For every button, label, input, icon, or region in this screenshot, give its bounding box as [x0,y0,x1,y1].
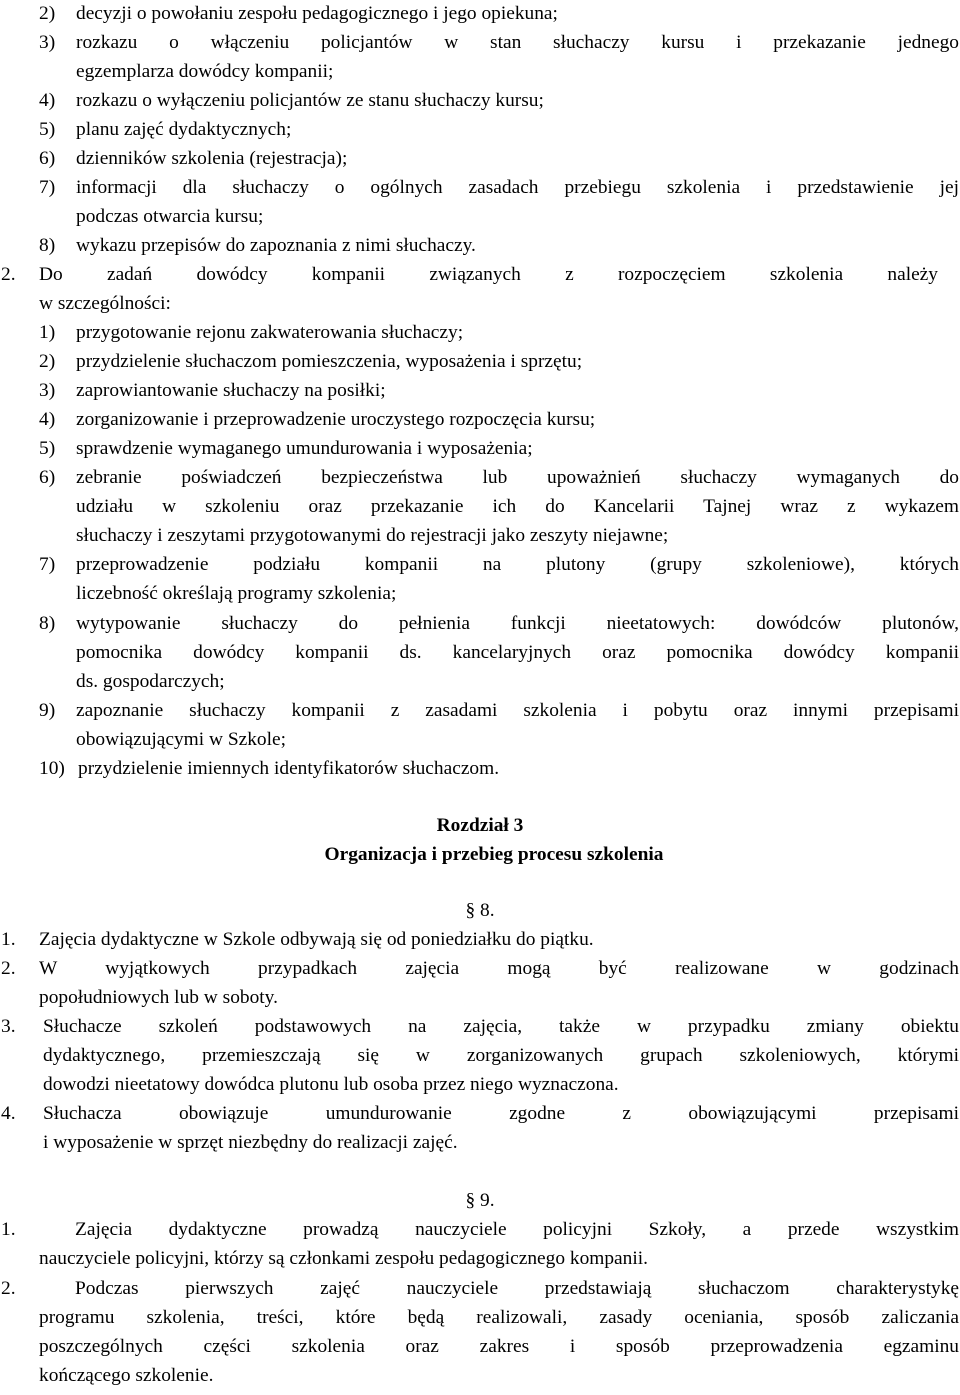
list-item-number: 1. [1,929,16,950]
list-item-number: 8) [39,235,56,256]
list-item-text: sprawdzenie wymaganego umundurowania i wyposażenia; [76,438,533,459]
list-item-text: rozkazu o wyłączeniu policjantów ze stanu słuchaczy kursu; [76,90,544,111]
list-item-text: przeprowadzenie podziału kompanii na plutony (grupy szkoleniowe), których [76,554,959,575]
list-item-text: decyzji o powołaniu zespołu pedagogicznego i jego opiekuna; [76,3,558,24]
list-item-text: programu szkolenia, treści, które będą realizowali, zasady oceniania, sposób zaliczania [39,1307,959,1328]
list-item-text: kończącego szkolenie. [39,1365,214,1386]
list-item-text: udziału w szkoleniu oraz przekazanie ich do Kancelarii Tajnej wraz z wykazem [76,496,959,517]
list-item-text: liczebność określają programy szkolenia; [76,583,397,604]
section-number: 2. [1,264,16,285]
list-item-text: pomocnika dowódcy kompanii ds. kancelaryjnych oraz pomocnika dowódcy kompanii [76,642,959,663]
list-item-text: Słuchacze szkoleń podstawowych na zajęcia, także w przypadku zmiany obiektu [43,1016,959,1037]
list-item-text: zebranie poświadczeń bezpieczeństwa lub upoważnień słuchaczy wymaganych do [76,467,959,488]
list-item-text: Słuchacza obowiązuje umundurowanie zgodne z obowiązującymi przepisami [43,1103,959,1124]
list-item-text: Zajęcia dydaktyczne w Szkole odbywają się od poniedziałku do piątku. [39,929,594,950]
list-item-number: 3. [1,1016,16,1037]
list-item-text: rozkazu o włączeniu policjantów w stan słuchaczy kursu i przekazanie jednego [76,32,959,53]
list-item-number: 2. [1,958,16,979]
list-item-text: Zajęcia dydaktyczne prowadzą nauczyciele policyjni Szkoły, a przede wszystkim [75,1219,959,1240]
list-item-number: 2. [1,1278,16,1299]
list-item-number: 5) [39,438,56,459]
chapter-number: Rozdział 3 [436,815,524,836]
list-item-text: zorganizowanie i przeprowadzenie uroczystego rozpoczęcia kursu; [76,409,596,430]
list-item-number: 3) [39,32,56,53]
list-item-text: ds. gospodarczych; [76,671,225,692]
list-item-number: 1. [1,1219,16,1240]
list-item-text: podczas otwarcia kursu; [76,206,264,227]
list-item-text: zapoznanie słuchaczy kompanii z zasadami szkolenia i pobytu oraz innymi przepisami [76,700,959,721]
list-item-text: W wyjątkowych przypadkach zajęcia mogą być realizowane w godzinach [39,958,959,979]
list-item-text: przydzielenie imiennych identyfikatorów słuchaczom. [78,758,500,779]
list-item-text: Podczas pierwszych zajęć nauczyciele przedstawiają słuchaczom charakterystykę [75,1278,959,1299]
list-item-text: i wyposażenie w sprzęt niezbędny do realizacji zajęć. [43,1132,458,1153]
list-item-text: dowodzi nieetatowy dowódca plutonu lub osoba przez niego wyznaczona. [43,1074,619,1095]
list-item-text: dzienników szkolenia (rejestracja); [76,148,348,169]
list-item-text: dydaktycznego, przemieszczają się w zorganizowanych grupach szkoleniowych, którymi [43,1045,959,1066]
list-item-text: poszczególnych części szkolenia oraz zakres i sposób przeprowadzenia egzaminu [39,1336,959,1357]
list-item-text: wykazu przepisów do zapoznania z nimi słuchaczy. [76,235,476,256]
list-item-number: 1) [39,322,56,343]
list-item-number: 9) [39,700,56,721]
list-item-text: słuchaczy i zeszytami przygotowanymi do rejestracji jako zeszyty niejawne; [76,525,669,546]
list-item-text: obowiązującymi w Szkole; [76,729,287,750]
list-item-text: przygotowanie rejonu zakwaterowania słuchaczy; [76,322,464,343]
list-item-text: planu zajęć dydaktycznych; [76,119,292,140]
list-item-number: 2) [39,351,56,372]
section-text: Do zadań dowódcy kompanii związanych z rozpoczęciem szkolenia należy [39,264,938,285]
list-item-number: 7) [39,177,56,198]
list-item-number: 4) [39,409,56,430]
list-item-text: egzemplarza dowódcy kompanii; [76,61,334,82]
list-item-text: popołudniowych lub w soboty. [39,987,278,1008]
paragraph-heading: § 8. [465,900,495,921]
list-item-number: 7) [39,554,56,575]
list-item-number: 2) [39,3,56,24]
section-text: w szczególności: [39,293,171,314]
list-item-text: wytypowanie słuchaczy do pełnienia funkcji nieetatowych: dowódców plutonów, [76,613,959,634]
list-item-number: 3) [39,380,56,401]
list-item-text: nauczyciele policyjni, którzy są członkami zespołu pedagogicznego kompanii. [39,1248,648,1269]
list-item-number: 10) [39,758,65,779]
list-item-number: 4. [1,1103,16,1124]
paragraph-heading: § 9. [465,1190,495,1211]
chapter-title: Organizacja i przebieg procesu szkolenia [324,844,664,865]
list-item-text: informacji dla słuchaczy o ogólnych zasadach przebiegu szkolenia i przedstawienie jej [76,177,959,198]
list-item-number: 6) [39,467,56,488]
list-item-number: 5) [39,119,56,140]
list-item-text: przydzielenie słuchaczom pomieszczenia, wyposażenia i sprzętu; [76,351,583,372]
list-item-number: 4) [39,90,56,111]
list-item-text: zaprowiantowanie słuchaczy na posiłki; [76,380,386,401]
list-item-number: 6) [39,148,56,169]
list-item-number: 8) [39,613,56,634]
